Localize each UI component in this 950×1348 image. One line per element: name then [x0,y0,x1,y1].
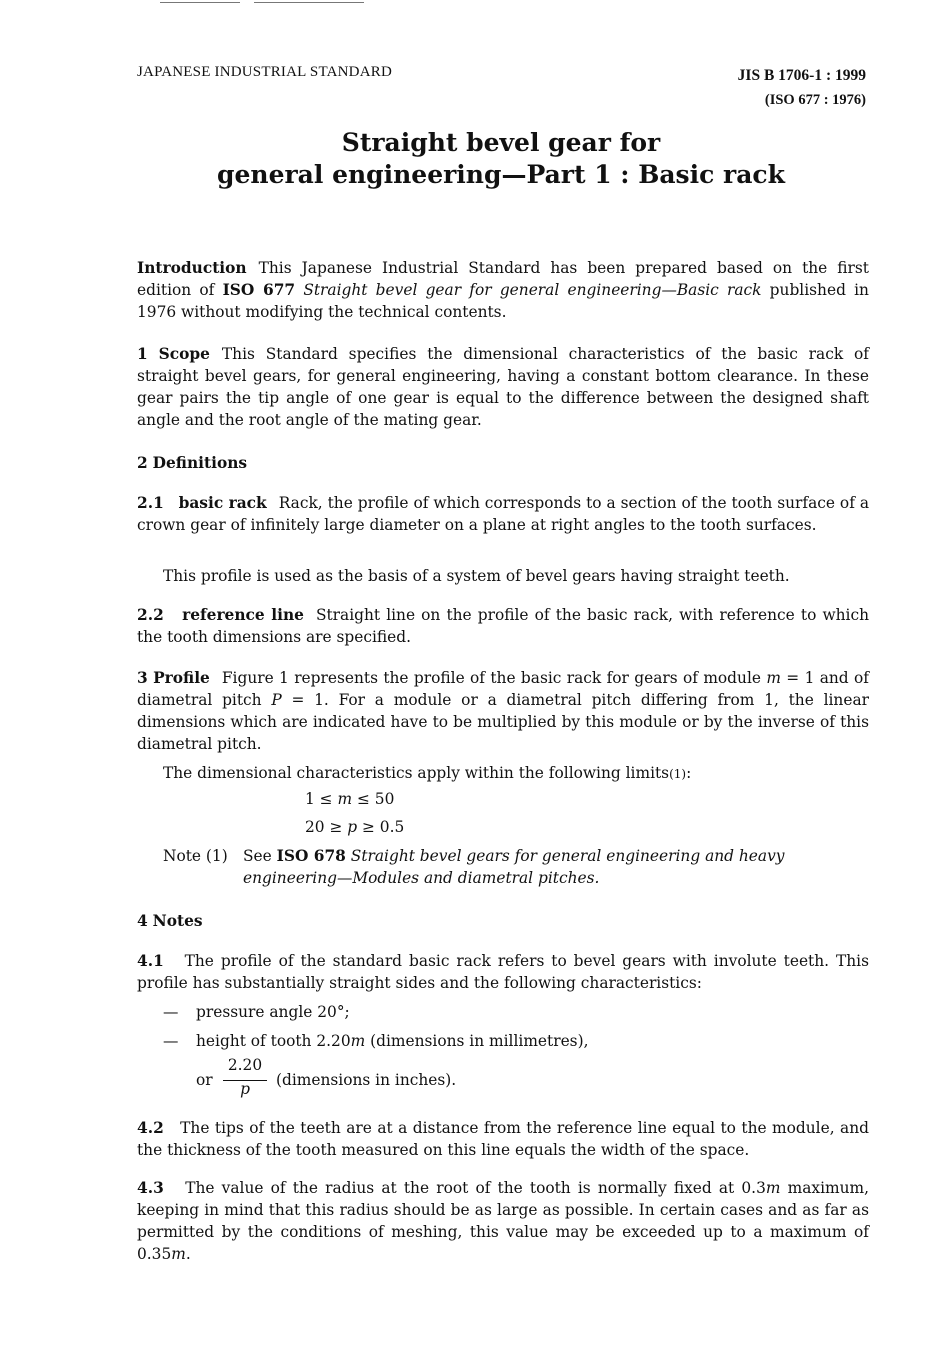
introduction-text: This Japanese Industrial Standard has been prepared based on the first edition of [137,259,869,299]
limit-text: 1 ≤ [305,790,338,808]
definition-para-text: This profile is used as the basis of a system of bevel gears having straight teeth. [163,567,790,585]
profile-text: = 1. For a module or a diametral pitch differing from 1, the linear dimensions which are indicated have to be multiplied by this module or by the inverse of this diametral pitch. [137,691,869,753]
dash-bullet: — [163,1003,179,1021]
profile-section [137,667,869,755]
footnote-ref: (1) [669,767,687,781]
notes-heading-block [137,910,869,932]
module-symbol: m [766,669,781,687]
definition-term: basic rack [178,494,267,512]
introduction-heading: Introduction [137,259,247,277]
definition-number: 2.1 [137,494,164,512]
jis-code: JIS B 1706-1 : 1999 [737,67,866,84]
list-item-text: (dimensions in millimetres), [365,1032,589,1050]
note-number: 4.1 [137,952,164,970]
fraction-numerator: 2.20 [227,1056,263,1074]
title-line-2: general engineering—Part 1 : Basic rack [217,160,785,189]
list-item-text: height of tooth 2.20 [196,1032,351,1050]
note-text: . [185,1245,191,1263]
limit-pitch [305,816,404,838]
footnote-text: See [243,847,277,865]
profile-text: = 1 and of diametral pitch [137,669,869,709]
footnote-iso-reference: ISO 678 [276,847,346,865]
pitch-symbol: P [271,691,282,709]
limit-text: 20 ≥ [305,818,348,836]
scope-section [137,343,869,431]
profile-heading: Profile [153,669,210,687]
definition-reference-line [137,604,869,648]
note-text: The profile of the standard basic rack refers to bevel gears with involute teeth. This profile has substantially straight sides and the following characteristics: [137,952,869,992]
iso-code: (ISO 677 : 1976) [764,92,866,108]
definition-paragraph [137,565,869,587]
definition-term: reference line [182,606,304,624]
definition-basic-rack [137,492,869,536]
note-text: maximum, keeping in mind that this radius should be as large as possible. In certain cases and as far as permitted by the conditions of meshing, this value may be exceeded up to a maximum of 0.35 [137,1179,869,1263]
standard-label: JAPANESE INDUSTRIAL STANDARD [137,64,392,80]
module-symbol: m [350,1032,366,1050]
limit-text: ≤ 50 [352,790,395,808]
profile-text: Figure 1 represents the profile of the basic rack for gears of module [221,669,767,687]
notes-heading: Notes [152,912,203,930]
scope-text: This Standard specifies the dimensional characteristics of the basic rack of straight bevel gears, for general engineering, having a constant bottom clearance. In these gear pairs the tip angle of one gear is equal to the difference between the designed shaft angle and the root angle of the mating gear. [137,345,869,429]
definition-text: Straight line on the profile of the basic rack, with reference to which the tooth dimensions are specified. [137,606,869,646]
profile-number: 3 [137,669,148,687]
introduction-section [137,257,869,323]
standard-code-block [738,64,866,112]
scope-number: 1 [137,345,148,363]
or-label: or [196,1071,213,1089]
scan-rule-line [254,2,364,3]
limit-var: p [347,818,358,836]
iso-reference: ISO 677 [222,281,296,299]
note-4-2 [137,1117,869,1161]
notes-number: 4 [137,912,148,930]
fraction-denominator: p [240,1080,250,1098]
profile-paragraph [137,762,869,785]
definitions-heading: Definitions [152,454,248,472]
definition-number: 2.2 [137,606,164,624]
note-number: 4.2 [137,1119,164,1137]
list-item-tooth-height [163,1030,588,1052]
limit-var: m [337,790,353,808]
definitions-heading-block [137,452,869,474]
footnote-iso-title: Straight bevel gears for general engineering and heavy engineering—Modules and diametral pitches. [243,847,785,887]
list-item-pressure-angle [163,1001,350,1023]
note-number: 4.3 [137,1179,164,1197]
scope-heading: Scope [158,345,210,363]
introduction-text-end: published in 1976 without modifying the technical contents. [137,281,869,321]
scan-rule-line [160,2,240,3]
dash-bullet: — [163,1032,179,1050]
title-line-1: Straight bevel gear for [341,128,661,157]
module-symbol: m [171,1245,186,1263]
iso-title: Straight bevel gear for general engineering—Basic rack [303,281,762,299]
definition-text: Rack, the profile of which corresponds to a section of the tooth surface of a crown gear of infinitely large diameter on a plane at right angles to the tooth surfaces. [137,494,869,534]
note-text: The value of the radius at the root of the tooth is normally fixed at 0.3 [185,1179,766,1197]
fraction-unit-text: (dimensions in inches). [276,1071,457,1089]
definitions-number: 2 [137,454,148,472]
footnote-label: Note (1) [163,847,228,865]
profile-para-text: The dimensional characteristics apply within the following limits [163,764,670,782]
footnote [163,845,869,889]
page-title [0,127,950,191]
list-item-text: pressure angle 20°; [196,1003,350,1021]
limit-module [305,788,394,810]
profile-para-end: : [686,764,692,782]
limit-text: ≥ 0.5 [357,818,405,836]
note-text: The tips of the teeth are at a distance from the reference line equal to the module, and the thickness of the tooth measured on this line equals the width of the space. [137,1119,869,1159]
fraction [223,1056,267,1102]
note-4-3 [137,1177,869,1265]
module-symbol: m [765,1179,781,1197]
note-4-1 [137,950,869,994]
